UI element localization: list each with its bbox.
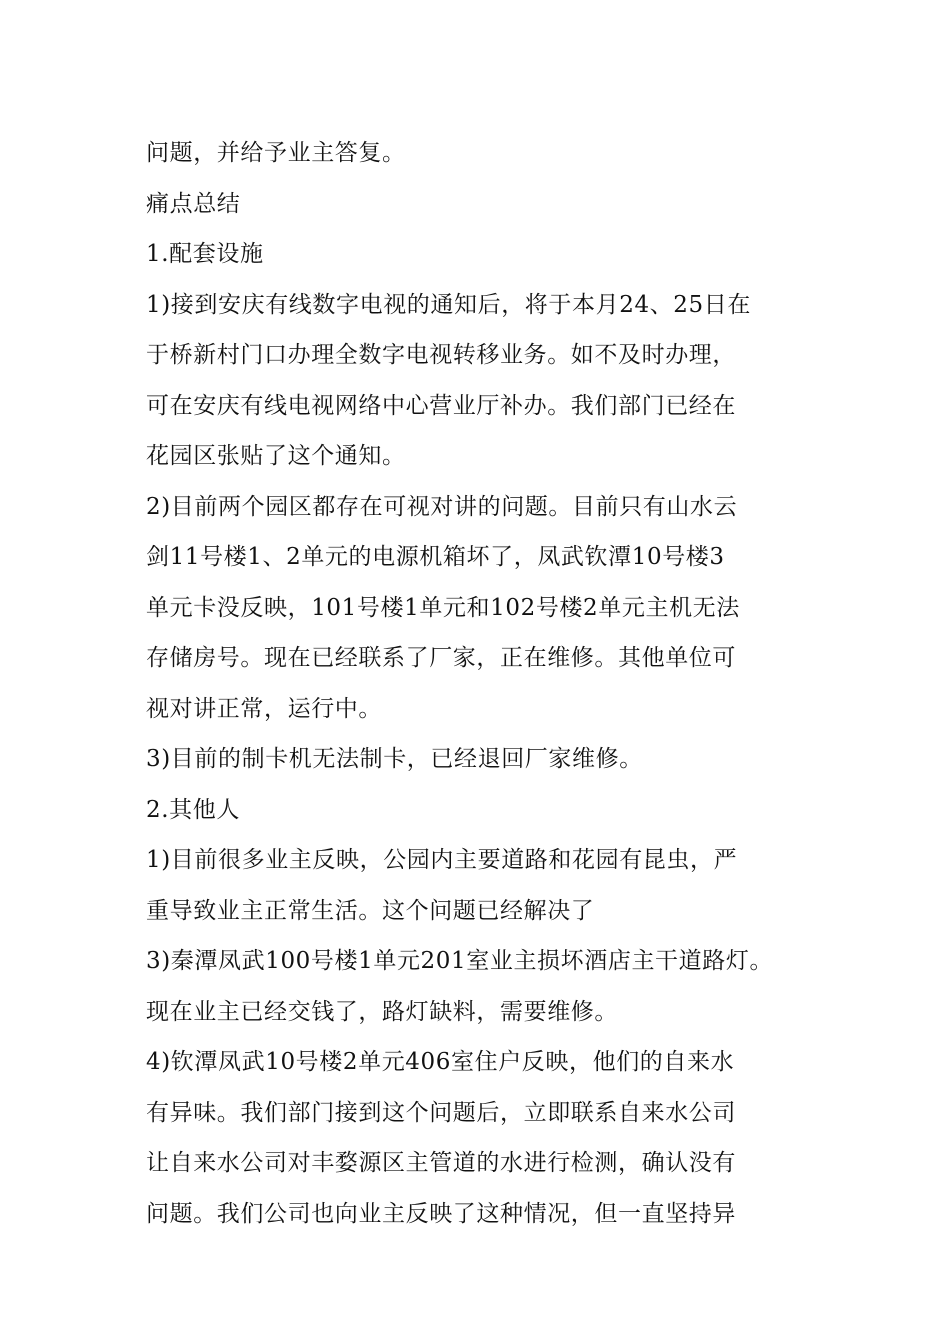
subsection-heading: 1.配套设施 (146, 241, 264, 267)
text-line: 4)钦潭凤武10号楼2单元406室住户反映，他们的自来水 (146, 1049, 735, 1075)
text-line: 重导致业主正常生活。这个问题已经解决了 (146, 897, 595, 924)
text-line: 问题。我们公司也向业主反映了这种情况，但一直坚持异 (146, 1200, 736, 1227)
text-line: 视对讲正常，运行中。 (146, 695, 382, 722)
text-line: 3)秦潭凤武100号楼1单元201室业主损坏酒店主干道路灯。 (146, 948, 774, 974)
text-line: 花园区张贴了这个通知。 (146, 443, 406, 469)
text-line: 有异味。我们部门接到这个问题后，立即联系自来水公司 (146, 1099, 736, 1126)
subsection-heading: 2.其他人 (146, 796, 240, 823)
text-line: 3)目前的制卡机无法制卡，已经退回厂家维修。 (146, 746, 643, 772)
text-line: 1)接到安庆有线数字电视的通知后，将于本月24、25日在 (146, 291, 751, 318)
text-line: 于桥新村门口办理全数字电视转移业务。如不及时办理， (146, 342, 736, 368)
text-line: 存储房号。现在已经联系了厂家，正在维修。其他单位可 (146, 645, 736, 671)
text-line: 2)目前两个园区都存在可视对讲的问题。目前只有山水云 (146, 493, 738, 520)
text-line: 问题，并给予业主答复。 (146, 140, 406, 166)
text-line: 现在业主已经交钱了，路灯缺料，需要维修。 (146, 998, 618, 1025)
text-line: 可在安庆有线电视网络中心营业厅补办。我们部门已经在 (146, 392, 736, 419)
text-line: 剑11号楼1、2单元的电源机箱坏了，凤武钦潭10号楼3 (146, 544, 725, 570)
document-body (146, 128, 826, 1239)
text-line: 1)目前很多业主反映，公园内主要道路和花园有昆虫，严 (146, 847, 738, 873)
text-line: 单元卡没反映，101号楼1单元和102号楼2单元主机无法 (146, 594, 740, 621)
text-line: 让自来水公司对丰婺源区主管道的水进行检测，确认没有 (146, 1150, 736, 1176)
section-heading: 痛点总结 (146, 190, 241, 217)
